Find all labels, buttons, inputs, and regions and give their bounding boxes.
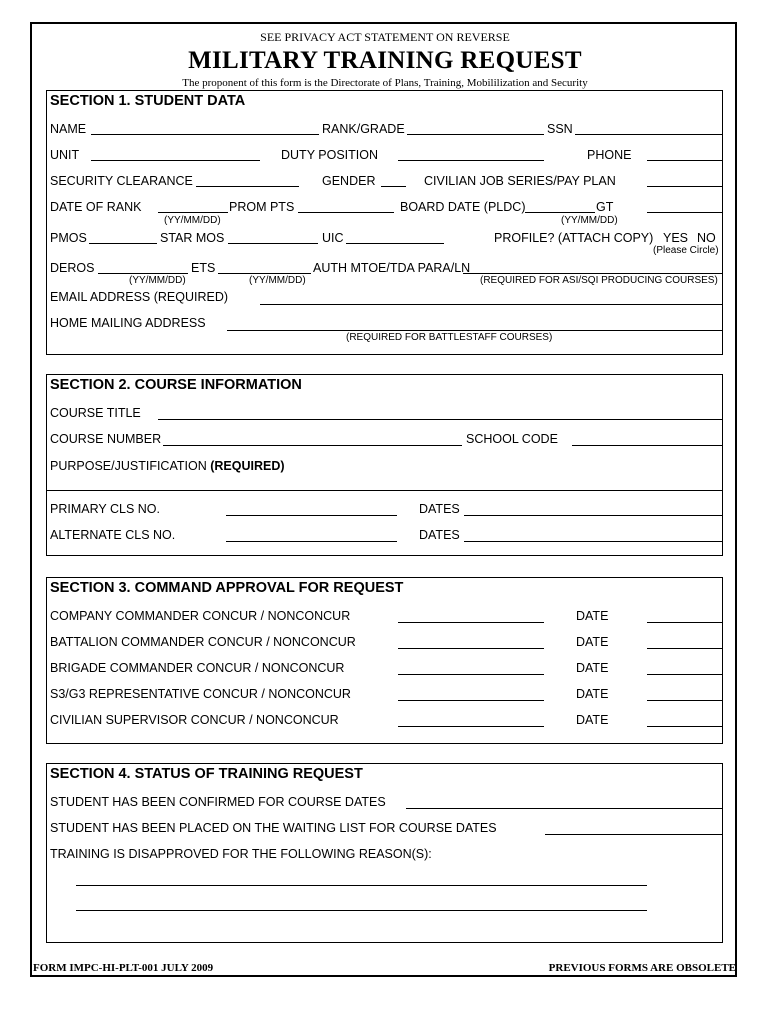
- primary-cls-field[interactable]: [226, 515, 397, 516]
- asi-sqi-note: (REQUIRED FOR ASI/SQI PRODUCING COURSES): [480, 275, 718, 286]
- approval-row-label: COMPANY COMMANDER CONCUR / NONCONCUR: [50, 609, 351, 623]
- home-address-field[interactable]: [227, 330, 722, 331]
- approval-signature-field[interactable]: [398, 674, 544, 675]
- auth-mtoe-field[interactable]: [463, 273, 722, 274]
- unit-label: UNIT: [50, 148, 80, 162]
- uic-label: UIC: [322, 231, 344, 245]
- approval-signature-field[interactable]: [398, 700, 544, 701]
- ssn-label: SSN: [547, 122, 573, 136]
- rank-grade-field[interactable]: [407, 134, 544, 135]
- waiting-list-dates-field[interactable]: [545, 834, 722, 835]
- course-number-field[interactable]: [163, 445, 462, 446]
- approval-date-field[interactable]: [647, 700, 722, 701]
- security-clearance-field[interactable]: [196, 186, 299, 187]
- email-label: EMAIL ADDRESS (REQUIRED): [50, 290, 229, 304]
- prom-pts-field[interactable]: [298, 212, 394, 213]
- section-4-title: SECTION 4. STATUS OF TRAINING REQUEST: [50, 766, 363, 782]
- deros-field[interactable]: [98, 273, 188, 274]
- purpose-label-text: PURPOSE/JUSTIFICATION: [50, 459, 207, 473]
- course-number-label: COURSE NUMBER: [50, 432, 162, 446]
- form-id: FORM IMPC-HI-PLT-001 JULY 2009: [33, 962, 214, 974]
- ets-label: ETS: [191, 261, 216, 275]
- confirmed-dates-field[interactable]: [406, 808, 722, 809]
- rank-grade-label: RANK/GRADE: [322, 122, 405, 136]
- date-of-rank-field[interactable]: [158, 212, 228, 213]
- approval-signature-field[interactable]: [398, 622, 544, 623]
- profile-no-option[interactable]: NO: [697, 231, 716, 245]
- approval-row-label: CIVILIAN SUPERVISOR CONCUR / NONCONCUR: [50, 713, 339, 727]
- approval-date-label: DATE: [576, 687, 609, 701]
- approval-date-label: DATE: [576, 661, 609, 675]
- primary-cls-label: PRIMARY CLS NO.: [50, 502, 160, 516]
- ssn-field[interactable]: [575, 134, 722, 135]
- section-3-title: SECTION 3. COMMAND APPROVAL FOR REQUEST: [50, 580, 404, 596]
- approval-signature-field[interactable]: [398, 648, 544, 649]
- gt-label: GT: [596, 200, 614, 214]
- purpose-label: [50, 459, 285, 473]
- email-field[interactable]: [260, 304, 722, 305]
- name-field[interactable]: [91, 134, 319, 135]
- date-format-hint: (YY/MM/DD): [164, 215, 221, 226]
- school-code-field[interactable]: [572, 445, 722, 446]
- waiting-list-label: STUDENT HAS BEEN PLACED ON THE WAITING LIST FOR COURSE DATES: [50, 821, 497, 835]
- battlestaff-note: (REQUIRED FOR BATTLESTAFF COURSES): [346, 332, 553, 343]
- board-date-label: BOARD DATE (PLDC): [400, 200, 526, 214]
- uic-field[interactable]: [346, 243, 444, 244]
- phone-field[interactable]: [647, 160, 722, 161]
- disapproval-reason-line-2[interactable]: [76, 910, 647, 911]
- section-1-title: SECTION 1. STUDENT DATA: [50, 93, 246, 109]
- date-format-hint: (YY/MM/DD): [249, 275, 306, 286]
- pmos-field[interactable]: [89, 243, 157, 244]
- proponent-note: The proponent of this form is the Directorate of Plans, Training, Mobililization and Security: [182, 77, 588, 89]
- primary-dates-field[interactable]: [464, 515, 722, 516]
- purpose-divider: [46, 490, 723, 491]
- gender-label: GENDER: [322, 174, 376, 188]
- privacy-notice: SEE PRIVACY ACT STATEMENT ON REVERSE: [260, 30, 510, 44]
- approval-signature-field[interactable]: [398, 726, 544, 727]
- disapproved-label: TRAINING IS DISAPPROVED FOR THE FOLLOWING REASON(S):: [50, 847, 432, 861]
- course-title-field[interactable]: [158, 419, 722, 420]
- primary-dates-label: DATES: [419, 502, 460, 516]
- profile-yes-option[interactable]: YES: [663, 231, 689, 245]
- ets-field[interactable]: [218, 273, 311, 274]
- school-code-label: SCHOOL CODE: [466, 432, 558, 446]
- approval-row-label: BATTALION COMMANDER CONCUR / NONCONCUR: [50, 635, 356, 649]
- approval-date-label: DATE: [576, 609, 609, 623]
- approval-date-field[interactable]: [647, 674, 722, 675]
- form-title: MILITARY TRAINING REQUEST: [188, 47, 582, 74]
- alternate-cls-field[interactable]: [226, 541, 397, 542]
- approval-date-label: DATE: [576, 713, 609, 727]
- alternate-cls-label: ALTERNATE CLS NO.: [50, 528, 176, 542]
- board-date-field[interactable]: [525, 212, 595, 213]
- pmos-label: PMOS: [50, 231, 87, 245]
- unit-field[interactable]: [91, 160, 260, 161]
- duty-position-label: DUTY POSITION: [281, 148, 379, 162]
- date-of-rank-label: DATE OF RANK: [50, 200, 142, 214]
- please-circle-hint: (Please Circle): [653, 245, 719, 256]
- gt-field[interactable]: [647, 212, 722, 213]
- phone-label: PHONE: [587, 148, 632, 162]
- alternate-dates-field[interactable]: [464, 541, 722, 542]
- civilian-job-series-field[interactable]: [647, 186, 722, 187]
- profile-label: PROFILE? (ATTACH COPY): [494, 231, 654, 245]
- star-mos-field[interactable]: [228, 243, 318, 244]
- disapproval-reason-line-1[interactable]: [76, 885, 647, 886]
- duty-position-field[interactable]: [398, 160, 544, 161]
- approval-date-field[interactable]: [647, 622, 722, 623]
- purpose-required-text: (REQUIRED): [210, 459, 285, 473]
- approval-row-label: S3/G3 REPRESENTATIVE CONCUR / NONCONCUR: [50, 687, 351, 701]
- auth-mtoe-label: AUTH MTOE/TDA PARA/LN: [313, 261, 471, 275]
- course-title-label: COURSE TITLE: [50, 406, 141, 420]
- star-mos-label: STAR MOS: [160, 231, 225, 245]
- gender-field[interactable]: [381, 186, 406, 187]
- approval-date-field[interactable]: [647, 726, 722, 727]
- obsolete-note: PREVIOUS FORMS ARE OBSOLETE: [548, 962, 736, 974]
- deros-label: DEROS: [50, 261, 95, 275]
- date-format-hint: (YY/MM/DD): [561, 215, 618, 226]
- confirmed-label: STUDENT HAS BEEN CONFIRMED FOR COURSE DATES: [50, 795, 386, 809]
- prom-pts-label: PROM PTS: [229, 200, 295, 214]
- approval-date-label: DATE: [576, 635, 609, 649]
- date-format-hint: (YY/MM/DD): [129, 275, 186, 286]
- approval-date-field[interactable]: [647, 648, 722, 649]
- section-2-title: SECTION 2. COURSE INFORMATION: [50, 377, 302, 393]
- civilian-job-series-label: CIVILIAN JOB SERIES/PAY PLAN: [424, 174, 616, 188]
- home-address-label: HOME MAILING ADDRESS: [50, 316, 206, 330]
- alternate-dates-label: DATES: [419, 528, 460, 542]
- approval-row-label: BRIGADE COMMANDER CONCUR / NONCONCUR: [50, 661, 345, 675]
- security-clearance-label: SECURITY CLEARANCE: [50, 174, 193, 188]
- name-label: NAME: [50, 122, 87, 136]
